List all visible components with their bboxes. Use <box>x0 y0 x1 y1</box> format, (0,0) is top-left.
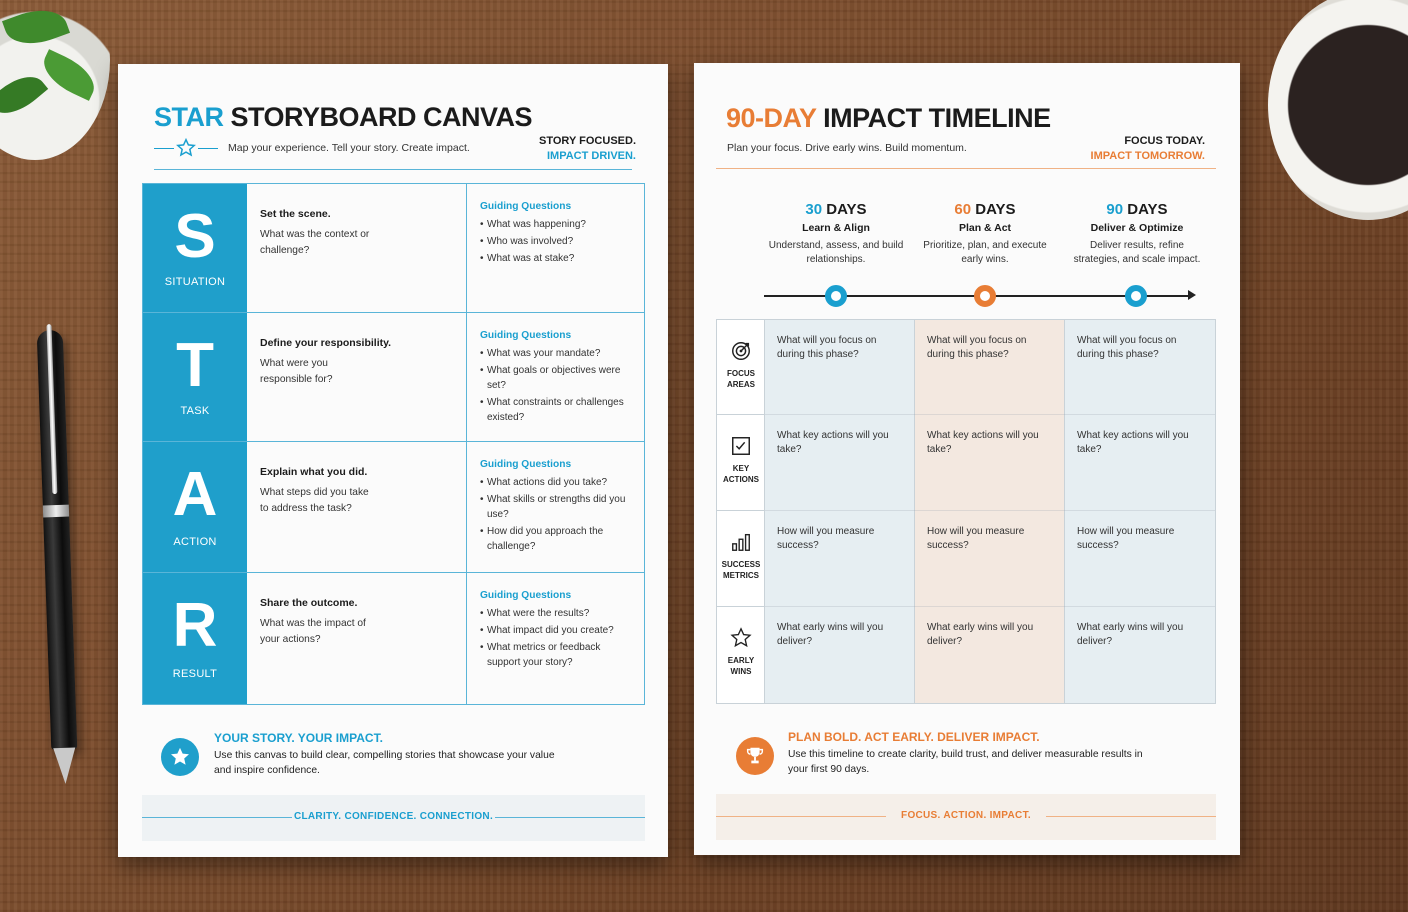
description-cell <box>247 184 467 312</box>
questions-cell <box>467 184 644 312</box>
description-cell <box>247 442 467 572</box>
prompt-cell[interactable]: What key actions will you take? <box>915 415 1065 511</box>
question-item: • What was happening? <box>480 217 634 232</box>
page-title <box>154 102 532 133</box>
phase-title <box>1067 201 1207 218</box>
checklist-icon <box>730 435 752 457</box>
band-rule <box>1046 816 1216 817</box>
row-body: What were you responsible for? <box>260 358 333 385</box>
tagline-line-2: IMPACT TOMORROW. <box>1090 150 1205 162</box>
target-icon <box>730 340 752 362</box>
footer-band <box>142 795 645 841</box>
row-heading: Share the outcome. <box>260 597 358 609</box>
title-rule-mid <box>198 148 218 149</box>
page-subtitle: Map your experience. Tell your story. Create impact. <box>228 142 470 154</box>
star-row-action <box>143 442 644 573</box>
footer-title: PLAN BOLD. ACT EARLY. DELIVER IMPACT. <box>788 730 1040 744</box>
impact-timeline-sheet <box>694 63 1240 855</box>
row-label-text: SUCCESS <box>721 560 761 569</box>
row-label-text: FOCUS <box>727 369 755 378</box>
prompt-cell[interactable]: How will you measure success? <box>915 511 1065 607</box>
tagline <box>1091 134 1205 164</box>
band-text: CLARITY. CONFIDENCE. CONNECTION. <box>293 811 494 822</box>
prompt-cell[interactable]: What will you focus on during this phase? <box>1065 320 1215 415</box>
star-outline-icon <box>176 138 196 158</box>
description-cell <box>247 573 467 704</box>
tagline <box>539 134 636 164</box>
timeline-marker <box>825 285 847 307</box>
tagline-line-2: IMPACT DRIVEN. <box>546 150 636 162</box>
band-rule <box>495 817 645 818</box>
questions-cell <box>467 313 644 441</box>
phase-subtitle: Plan & Act <box>958 222 1012 234</box>
question-item: • What constraints or challenges existed? <box>480 395 634 425</box>
phase-number: 90 <box>1106 201 1124 218</box>
row-heading: Explain what you did. <box>260 466 368 478</box>
question-item: • What were the results? <box>480 606 634 621</box>
tagline-line-1: STORY FOCUSED. <box>539 135 636 147</box>
header-divider <box>716 168 1216 169</box>
star-word: TASK <box>180 405 210 417</box>
header-divider <box>154 169 632 170</box>
timeline-arrow-icon <box>1188 290 1196 300</box>
question-item: • How did you approach the challenge? <box>480 524 634 554</box>
prompt-cell[interactable]: What will you focus on during this phase? <box>915 320 1065 415</box>
prompt-cell[interactable]: What key actions will you take? <box>1065 415 1215 511</box>
timeline-marker <box>974 285 996 307</box>
prompt-cell[interactable]: What early wins will you deliver? <box>777 622 884 647</box>
timeline-marker <box>1125 285 1147 307</box>
question-item: • What actions did you take? <box>480 475 634 490</box>
row-label-text: METRICS <box>723 571 759 580</box>
phase-title <box>915 201 1055 218</box>
star-row-result <box>143 573 644 704</box>
question-item: • Who was involved? <box>480 234 634 249</box>
letter-cell <box>143 184 247 312</box>
star-letter: R <box>172 591 218 660</box>
row-label-actions <box>717 415 765 511</box>
row-heading: Set the scene. <box>260 208 331 220</box>
tagline-line-1: FOCUS TODAY. <box>1124 135 1205 147</box>
question-item: • What metrics or feedback support your story? <box>480 640 634 670</box>
bar-chart-icon <box>730 531 752 553</box>
phase-subtitle: Deliver & Optimize <box>1090 222 1184 234</box>
phase-description: Prioritize, plan, and execute early wins. <box>923 240 1047 265</box>
prompt-cell[interactable]: What early wins will you deliver? <box>927 622 1034 647</box>
pen <box>37 330 78 751</box>
footer-body: Use this timeline to create clarity, build trust, and deliver measurable results in your first 90 days. <box>788 749 1143 775</box>
page-title <box>726 103 1051 134</box>
phase-column-60 <box>915 320 1065 703</box>
row-label-metrics <box>717 511 765 607</box>
row-label-text: ACTIONS <box>723 475 759 484</box>
row-label-focus <box>717 320 765 415</box>
star-icon <box>730 627 752 649</box>
row-body: What steps did you take to address the task? <box>260 487 369 514</box>
star-letter: A <box>172 460 218 529</box>
star-row-situation <box>143 184 644 313</box>
questions-cell <box>467 442 644 572</box>
phase-30 <box>766 201 906 267</box>
phase-subtitle: Learn & Align <box>802 222 870 234</box>
star-grid <box>142 183 645 705</box>
title-accent: STAR <box>154 102 224 132</box>
phase-description: Deliver results, refine strategies, and scale impact. <box>1073 240 1201 265</box>
row-body: What was the impact of your actions? <box>260 618 366 645</box>
page-subtitle: Plan your focus. Drive early wins. Build momentum. <box>727 142 967 154</box>
row-label-text: EARLY <box>727 656 755 665</box>
title-rest: STORYBOARD CANVAS <box>230 102 533 132</box>
questions-heading: Guiding Questions <box>480 459 572 470</box>
prompt-cell[interactable]: What will you focus on during this phase? <box>765 320 915 415</box>
question-item: • What goals or objectives were set? <box>480 363 634 393</box>
title-accent: 90-DAY <box>726 103 817 133</box>
phase-title <box>766 201 906 218</box>
star-word: SITUATION <box>164 276 226 288</box>
question-item: • What skills or strengths did you use? <box>480 492 634 522</box>
phase-column-90 <box>1065 320 1215 703</box>
questions-heading: Guiding Questions <box>480 201 572 212</box>
row-body: What was the context or challenge? <box>260 229 370 256</box>
questions-heading: Guiding Questions <box>480 330 572 341</box>
questions-heading: Guiding Questions <box>480 590 572 601</box>
star-letter: S <box>174 202 216 271</box>
questions-cell <box>467 573 644 704</box>
timeline-grid <box>716 319 1216 704</box>
phase-unit: DAYS <box>975 201 1016 218</box>
letter-cell <box>143 573 247 704</box>
phase-unit: DAYS <box>1127 201 1168 218</box>
phase-column-30 <box>765 320 915 703</box>
letter-cell <box>143 442 247 572</box>
coffee-mug <box>1268 0 1408 220</box>
question-item: • What was your mandate? <box>480 346 634 361</box>
title-rest: IMPACT TIMELINE <box>823 103 1051 133</box>
row-heading: Define your responsibility. <box>260 337 392 349</box>
row-label-column <box>717 320 765 703</box>
phase-90 <box>1067 201 1207 267</box>
footer-body: Use this canvas to build clear, compelling stories that showcase your value and inspire confidence. <box>214 750 555 776</box>
prompt-cell[interactable]: How will you measure success? <box>765 511 915 607</box>
star-word: ACTION <box>173 536 217 548</box>
footer-band <box>716 794 1216 840</box>
row-label-wins <box>717 607 765 703</box>
star-row-task <box>143 313 644 442</box>
prompt-cell[interactable]: What early wins will you deliver? <box>1077 622 1184 647</box>
row-label-text: WINS <box>730 667 752 676</box>
prompt-cell[interactable]: How will you measure success? <box>1065 511 1215 607</box>
phase-60 <box>915 201 1055 267</box>
title-rule-left <box>154 148 174 149</box>
question-item: • What was at stake? <box>480 251 634 266</box>
star-badge-icon <box>161 738 199 776</box>
phase-number: 60 <box>954 201 972 218</box>
letter-cell <box>143 313 247 441</box>
question-item: • What impact did you create? <box>480 623 634 638</box>
row-label-text: AREAS <box>726 380 755 389</box>
description-cell <box>247 313 467 441</box>
footer-title: YOUR STORY. YOUR IMPACT. <box>214 731 383 745</box>
trophy-icon <box>736 737 774 775</box>
star-word: RESULT <box>172 668 218 680</box>
phase-number: 30 <box>805 201 823 218</box>
star-storyboard-sheet <box>118 64 668 857</box>
band-text: FOCUS. ACTION. IMPACT. <box>901 810 1031 821</box>
star-letter: T <box>176 331 214 400</box>
phase-unit: DAYS <box>826 201 867 218</box>
phase-description: Understand, assess, and build relationships. <box>768 240 904 265</box>
row-label-text: KEY <box>732 464 750 473</box>
prompt-cell[interactable]: What key actions will you take? <box>765 415 915 511</box>
